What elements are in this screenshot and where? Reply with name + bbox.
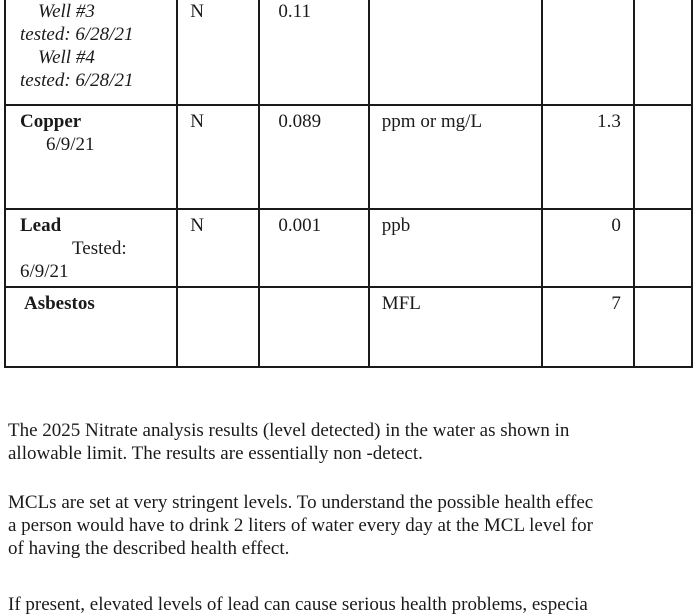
unit-cell: ppb [369, 209, 542, 287]
violation-cell: N [177, 105, 259, 209]
paragraph-line: MCLs are set at very stringent levels. To understand the possible health effec [8, 492, 594, 513]
mcl-cell [634, 209, 692, 287]
tested-label: Tested: [72, 238, 127, 259]
paragraph-line: The 2025 Nitrate analysis results (level detected) in the water as shown in [8, 420, 570, 441]
mcl-paragraph [8, 491, 693, 560]
table-row [5, 287, 692, 367]
copper-cell [5, 105, 177, 209]
table-row [5, 0, 692, 105]
nitrate-paragraph [8, 419, 693, 465]
test-date: 6/9/21 [46, 134, 95, 155]
well-4-label: Well #4 [38, 47, 95, 68]
paragraph-line: allowable limit. The results are essentially non -detect. [8, 443, 423, 464]
water-quality-table [4, 0, 693, 368]
mclg-cell: 1.3 [542, 105, 634, 209]
test-date: 6/9/21 [20, 261, 69, 282]
well-4-tested: tested: 6/28/21 [20, 70, 134, 91]
mclg-cell: 0 [542, 209, 634, 287]
level-cell: 0.089 [259, 105, 368, 209]
violation-cell: N [177, 0, 259, 105]
violation-cell [177, 287, 259, 367]
paragraph-line: of having the described health effect. [8, 538, 290, 559]
mcl-cell [634, 0, 692, 105]
mclg-cell [542, 0, 634, 105]
mcl-cell [634, 287, 692, 367]
contaminant-name: Copper [20, 111, 82, 132]
contaminant-name: Lead [20, 215, 62, 236]
lead-cell [5, 209, 177, 287]
unit-cell: ppm or mg/L [369, 105, 542, 209]
well-3-label: Well #3 [38, 1, 95, 22]
lead-paragraph [8, 593, 693, 616]
level-cell [259, 287, 368, 367]
table-row [5, 105, 692, 209]
contaminant-name: Asbestos [24, 293, 95, 314]
wells-cell [5, 0, 177, 105]
paragraph-line: a person would have to drink 2 liters of water every day at the MCL level for [8, 515, 593, 536]
unit-cell [369, 0, 542, 105]
level-cell: 0.11 [259, 0, 368, 105]
paragraph-line: If present, elevated levels of lead can cause serious health problems, especia [8, 594, 588, 615]
mcl-cell [634, 105, 692, 209]
unit-cell: MFL [369, 287, 542, 367]
violation-cell: N [177, 209, 259, 287]
level-cell: 0.001 [259, 209, 368, 287]
asbestos-cell [5, 287, 177, 367]
mclg-cell: 7 [542, 287, 634, 367]
table-row [5, 209, 692, 287]
well-3-tested: tested: 6/28/21 [20, 24, 134, 45]
